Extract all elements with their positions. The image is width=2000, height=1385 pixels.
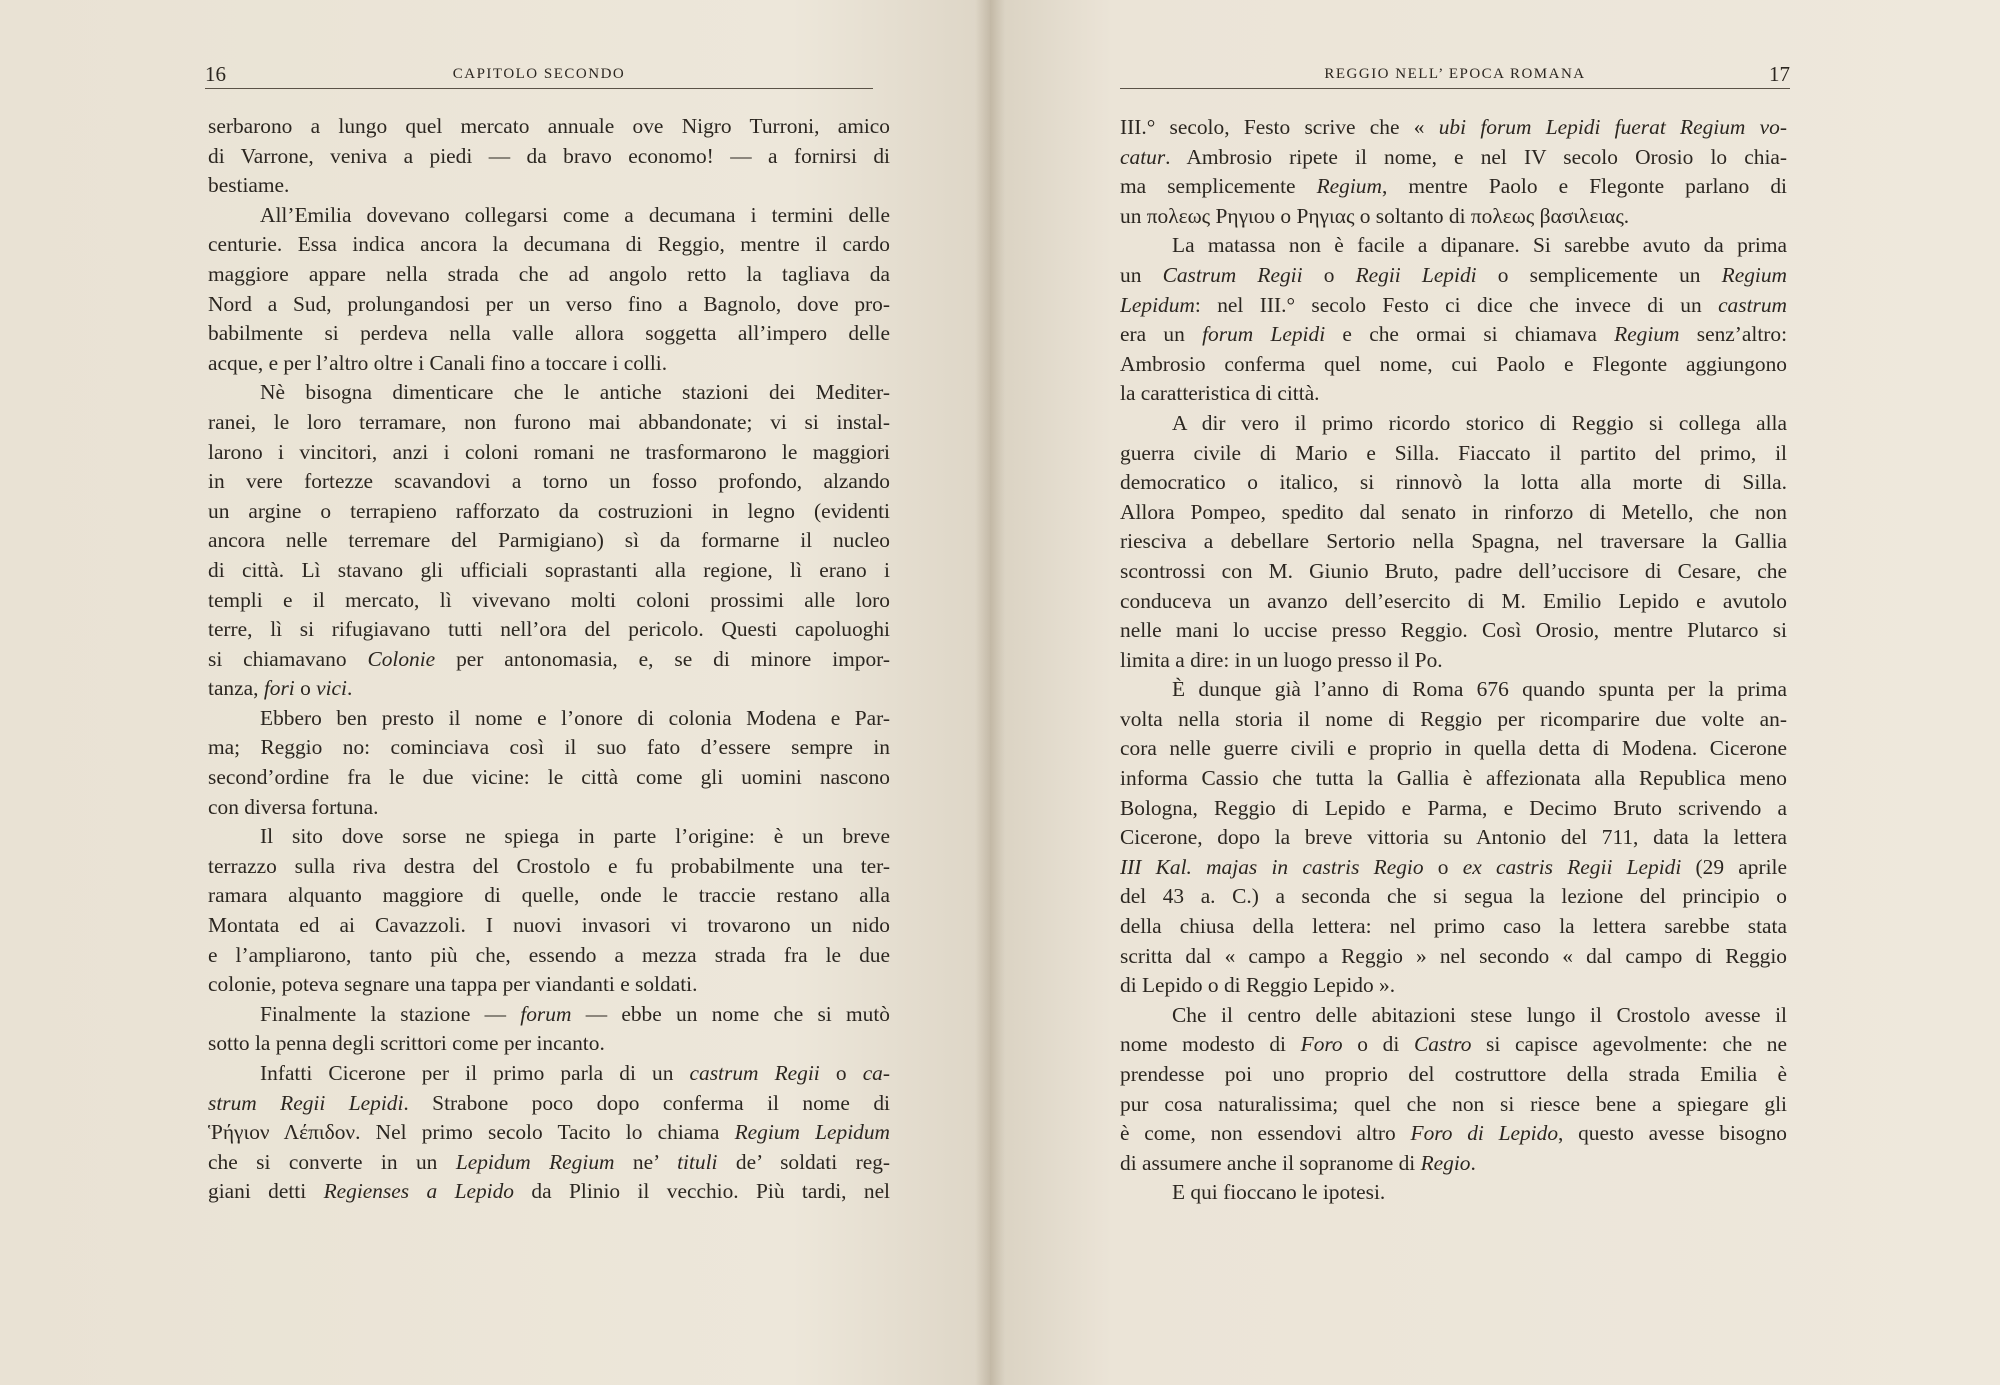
text-line: Ebbero ben presto il nome e l’onore di colonia Modena e Par- (260, 705, 890, 730)
text-line: babilmente si perdeva nella valle allora soggetta all’impero delle (208, 321, 890, 346)
text-line: La matassa non è facile a dipanare. Si sarebbe avuto da prima (1172, 233, 1787, 258)
text-line: Infatti Cicerone per il primo parla di un castrum Regii o ca- (260, 1061, 890, 1085)
text-line: acque, e per l’altro oltre i Canali fino a toccare i colli. (208, 350, 668, 375)
text-line: All’Emilia dovevano collegarsi come a decumana i termini delle (260, 202, 890, 227)
text-line: democratico o italico, si rinnovò la lotta alla morte di Silla. (1120, 470, 1787, 495)
text-line: nome modesto di Foro o di Castro si capisce agevolmente: che ne (1120, 1032, 1787, 1057)
text-line: giani detti Regienses a Lepido da Plinio il vecchio. Più tardi, nel (208, 1179, 890, 1204)
text-line: bestiame. (208, 173, 290, 198)
text-line: di Varrone, veniva a piedi — da bravo economo! — a fornirsi di (208, 143, 890, 168)
text-line: maggiore appare nella strada che ad angolo retto la tagliava da (208, 261, 890, 286)
text-line: Montata ed ai Cavazzoli. I nuovi invasori vi trovarono un nido (208, 913, 890, 938)
text-line: Lepidum: nel III.° secolo Festo ci dice che invece di un castrum (1120, 292, 1787, 317)
text-line: È dunque già l’anno di Roma 676 quando spunta per la prima (1172, 677, 1787, 702)
text-line: un argine o terrapieno rafforzato da costruzioni in legno (evidenti (208, 498, 890, 523)
text-line: riesciva a debellare Sertorio nella Spagna, nel traversare la Gallia (1120, 529, 1787, 554)
text-line: Il sito dove sorse ne spiega in parte l’origine: è un breve (260, 824, 890, 849)
text-line: di città. Lì stavano gli ufficiali soprastanti alla regione, lì erano i (208, 557, 890, 582)
text-line: prendesse poi uno proprio del costruttore della strada Emilia è (1120, 1062, 1787, 1086)
text-line: della chiusa della lettera: nel primo caso la lettera sarebbe stata (1120, 914, 1787, 939)
text-line: ranei, le loro terramare, non furono mai abbandonate; vi si instal- (208, 409, 890, 434)
running-head: REGGIO NELL’ EPOCA ROMANA (1324, 66, 1586, 82)
text-line: pur cosa naturalissima; quel che non si riesce bene a spiegare gli (1120, 1091, 1787, 1116)
text-line: tanza, fori o vici. (208, 676, 353, 701)
text-line: conduceva un avanzo dell’esercito di M. Emilio Lepido e avutolo (1120, 588, 1787, 613)
text-line: Ῥήγιον Λέπιδον. Nel primo secolo Tacito lo chiama Regium Lepidum (208, 1120, 890, 1145)
book-gutter (975, 0, 1005, 1385)
page-number: 16 (205, 62, 226, 86)
text-line: è come, non essendovi altro Foro di Lepido, questo avesse bisogno (1120, 1121, 1787, 1146)
text-line: III Kal. majas in castris Regio o ex castris Regii Lepidi (29 aprile (1120, 854, 1787, 879)
right-page-header (1120, 62, 1790, 89)
text-line: informa Cassio che tutta la Gallia è affezionata alla Republica meno (1120, 766, 1787, 791)
text-line: con diversa fortuna. (208, 794, 379, 819)
left-page-body (208, 112, 890, 1207)
right-page (990, 0, 2000, 1385)
text-line: Bologna, Reggio di Lepido e Parma, e Decimo Bruto scrivendo a (1120, 795, 1787, 820)
text-line: larono i vincitori, anzi i coloni romani ne trasformarono le maggiori (208, 439, 890, 464)
text-line: ma; Reggio no: cominciava così il suo fato d’essere sempre in (208, 735, 890, 760)
text-line: Allora Pompeo, spedito dal senato in rinforzo di Metello, che non (1120, 499, 1787, 524)
text-line: si chiamavano Colonie per antonomasia, e, se di minore impor- (208, 646, 890, 671)
text-line: serbarono a lungo quel mercato annuale ove Nigro Turroni, amico (208, 114, 890, 138)
text-line: e l’ampliarono, tanto più che, essendo a mezza strada fra le due (208, 942, 890, 967)
text-line: Finalmente la stazione — forum — ebbe un nome che si mutò (260, 1001, 890, 1026)
text-line: nelle mani lo uccise presso Reggio. Così Orosio, mentre Plutarco si (1120, 618, 1787, 643)
text-line: in vere fortezze scavandovi a torno un fosso profondo, alzando (208, 469, 890, 494)
text-line: Nord a Sud, prolungandosi per un verso fino a Bagnolo, dove pro- (208, 291, 890, 316)
text-line: strum Regii Lepidi. Strabone poco dopo conferma il nome di (208, 1090, 890, 1115)
text-line: guerra civile di Mario e Silla. Fiaccato il partito del primo, il (1120, 440, 1787, 465)
text-line: centurie. Essa indica ancora la decumana di Reggio, mentre il cardo (208, 232, 890, 257)
text-line: ma semplicemente Regium, mentre Paolo e Flegonte parlano di (1120, 174, 1787, 199)
text-line: III.° secolo, Festo scrive che « ubi forum Lepidi fuerat Regium vo- (1120, 115, 1787, 139)
text-line: scontrossi con M. Giunio Bruto, padre dell’uccisore di Cesare, che (1120, 558, 1787, 583)
text-line: era un forum Lepidi e che ormai si chiamava Regium senz’altro: (1120, 322, 1787, 347)
text-line: di assumere anche il sopranome di Regio. (1120, 1150, 1476, 1175)
text-line: volta nella storia il nome di Reggio per ricomparire due volte an- (1120, 706, 1787, 731)
text-line: che si converte in un Lepidum Regium ne’ tituli de’ soldati reg- (208, 1149, 890, 1174)
running-head: CAPITOLO SECONDO (452, 66, 626, 82)
left-page (0, 0, 990, 1385)
page-number: 17 (1769, 62, 1790, 86)
text-line: catur. Ambrosio ripete il nome, e nel IV secolo Orosio lo chia- (1120, 144, 1787, 169)
text-line: un Castrum Regii o Regii Lepidi o semplicemente un Regium (1120, 262, 1787, 287)
text-line: ramara alquanto maggiore di quelle, onde le traccie restano alla (208, 883, 890, 908)
text-line: A dir vero il primo ricordo storico di Reggio si collega alla (1172, 410, 1787, 435)
text-line: terre, lì si rifugiavano tutti nell’ora del pericolo. Questi capoluoghi (208, 617, 890, 642)
text-line: templi e il mercato, lì vivevano molti coloni prossimi alle loro (208, 587, 890, 612)
text-line: Che il centro delle abitazioni stese lungo il Crostolo avesse il (1172, 1002, 1787, 1027)
text-line: colonie, poteva segnare una tappa per viandanti e soldati. (208, 972, 698, 997)
text-line: E qui fioccano le ipotesi. (1172, 1180, 1386, 1205)
text-line: del 43 a. C.) a seconda che si segua la lezione del principio o (1120, 884, 1787, 909)
text-line: cora nelle guerre civili e proprio in quella detta di Modena. Cicerone (1120, 736, 1787, 761)
text-line: limita a dire: in un luogo presso il Po. (1120, 647, 1443, 672)
text-line: la caratteristica di città. (1120, 381, 1320, 406)
text-line: un πολεως Ρηγιου o Ρηγιας o soltanto di πολεως βασιλειας. (1120, 203, 1630, 228)
text-line: sotto la penna degli scrittori come per incanto. (208, 1031, 605, 1056)
text-line: di Lepido o di Reggio Lepido ». (1120, 973, 1396, 998)
text-line: ancora nelle terremare del Parmigiano) sì da formarne il nucleo (208, 528, 890, 553)
left-page-header (205, 62, 873, 89)
text-line: scritta dal « campo a Reggio » nel secondo « dal campo di Reggio (1120, 943, 1787, 968)
text-line: Ambrosio conferma quel nome, cui Paolo e Flegonte aggiungono (1120, 351, 1787, 376)
text-line: Nè bisogna dimenticare che le antiche stazioni dei Mediter- (260, 380, 890, 405)
text-line: second’ordine fra le due vicine: le città come gli uomini nascono (208, 765, 890, 790)
text-line: terrazzo sulla riva destra del Crostolo e fu probabilmente una ter- (208, 853, 890, 878)
right-page-body (1120, 113, 1787, 1208)
text-line: Cicerone, dopo la breve vittoria su Antonio del 711, data la lettera (1120, 825, 1787, 850)
